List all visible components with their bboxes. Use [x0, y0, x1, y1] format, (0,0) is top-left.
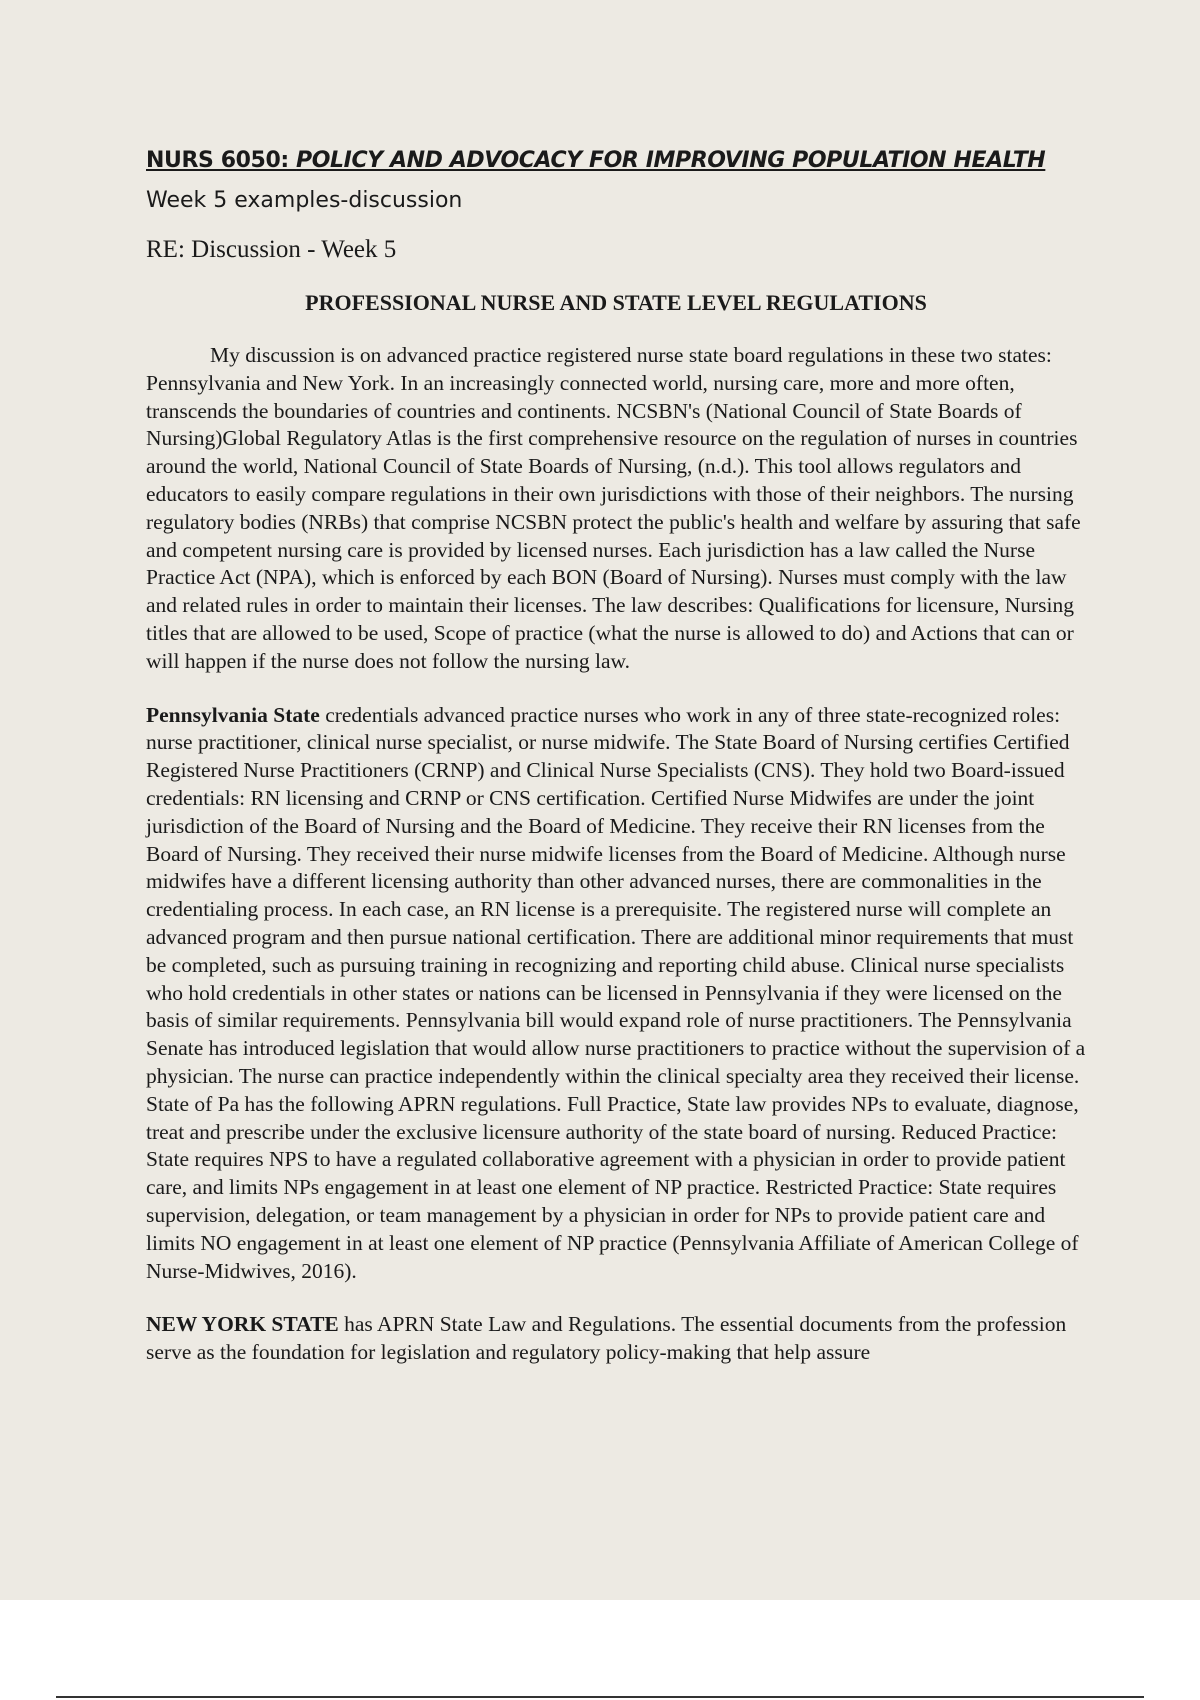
course-title-line — [146, 146, 1086, 176]
paragraph-pennsylvania — [146, 702, 1086, 1286]
course-title: POLICY AND ADVOCACY FOR IMPROVING POPULATION HEALTH — [296, 148, 1046, 173]
week-label: Week 5 examples-discussion — [146, 188, 463, 213]
section-heading: PROFESSIONAL NURSE AND STATE LEVEL REGULATIONS — [305, 290, 927, 315]
course-code: NURS 6050: — [146, 148, 297, 173]
footer-divider — [56, 1696, 1144, 1698]
paragraph-new-york-body: has APRN State Law and Regulations. The essential documents from the profession serve as the foundation for legislation and regulatory policy-making that help assure — [146, 1312, 1067, 1365]
document-body — [146, 146, 1086, 1393]
paragraph-pennsylvania-body: credentials advanced practice nurses who work in any of three state-recognized roles: nurse practitioner, clinical nurse specialist, or nurse midwife. The State Board of Nursing certifies Certified Registered Nurse Practitioners (CRNP) and Clinical Nurse Specialists (CNS). They hold two Board-issued credentials: RN licensing and CRNP or CNS certification. Certified Nurse Midwifes are under the joint jurisdiction of the Board of Nursing and the Board of Medicine. They receive their RN licenses from the Board of Nursing. They received their nurse midwife licenses from the Board of Medicine. Although nurse midwifes have a different licensing authority than other advanced nurses, there are commonalities in the credentialing process. In each case, an RN license is a prerequisite. The registered nurse will complete an advanced program and then pursue national certification. There are additional minor requirements that must be completed, such as pursuing training in recognizing and reporting child abuse. Clinical nurse specialists who hold credentials in other states or nations can be licensed in Pennsylvania if they were licensed on the basis of similar requirements. Pennsylvania bill would expand role of nurse practitioners. The Pennsylvania Senate has introduced legislation that would allow nurse practitioners to practice without the supervision of a physician. The nurse can practice independently within the clinical specialty area they received their license. State of Pa has the following APRN regulations. Full Practice, State law provides NPs to evaluate, diagnose, treat and prescribe under the exclusive licensure authority of the state board of nursing. Reduced Practice: State requires NPS to have a regulated collaborative agreement with a physician in order to provide patient care, and limits NPs engagement in at least one element of NP practice. Restricted Practice: State requires supervision, delegation, or team management by a physician in order for NPs to provide patient care and limits NO engagement in at least one element of NP practice (Pennsylvania Affiliate of American College of Nurse-Midwives, 2016). — [146, 702, 1086, 1283]
paragraph-pennsylvania-lead: Pennsylvania State — [146, 702, 320, 727]
paragraph-new-york-lead: NEW YORK STATE — [146, 1312, 339, 1337]
discussion-label: RE: Discussion - Week 5 — [146, 236, 397, 263]
paragraph-intro: My discussion is on advanced practice registered nurse state board regulations in these two states: Pennsylvania and New York. In an increasingly connected world, nursing care, more and more often, transcends the boundaries of countries and continents. NCSBN's (National Council of State Boards of Nursing)Global Regulatory Atlas is the first comprehensive resource on the regulation of nurses in countries around the world, National Council of State Boards of Nursing, (n.d.). This tool allows regulators and educators to easily compare regulations in their own jurisdictions with those of their neighbors. The nursing regulatory bodies (NRBs) that comprise NCSBN protect the public's health and welfare by assuring that safe and competent nursing care is provided by licensed nurses. Each jurisdiction has a law called the Nurse Practice Act (NPA), which is enforced by each BON (Board of Nursing). Nurses must comply with the law and related rules in order to maintain their licenses. The law describes: Qualifications for licensure, Nursing titles that are allowed to be used, Scope of practice (what the nurse is allowed to do) and Actions that can or will happen if the nurse does not follow the nursing law. — [146, 343, 1081, 673]
paragraph-new-york — [146, 1311, 1086, 1367]
